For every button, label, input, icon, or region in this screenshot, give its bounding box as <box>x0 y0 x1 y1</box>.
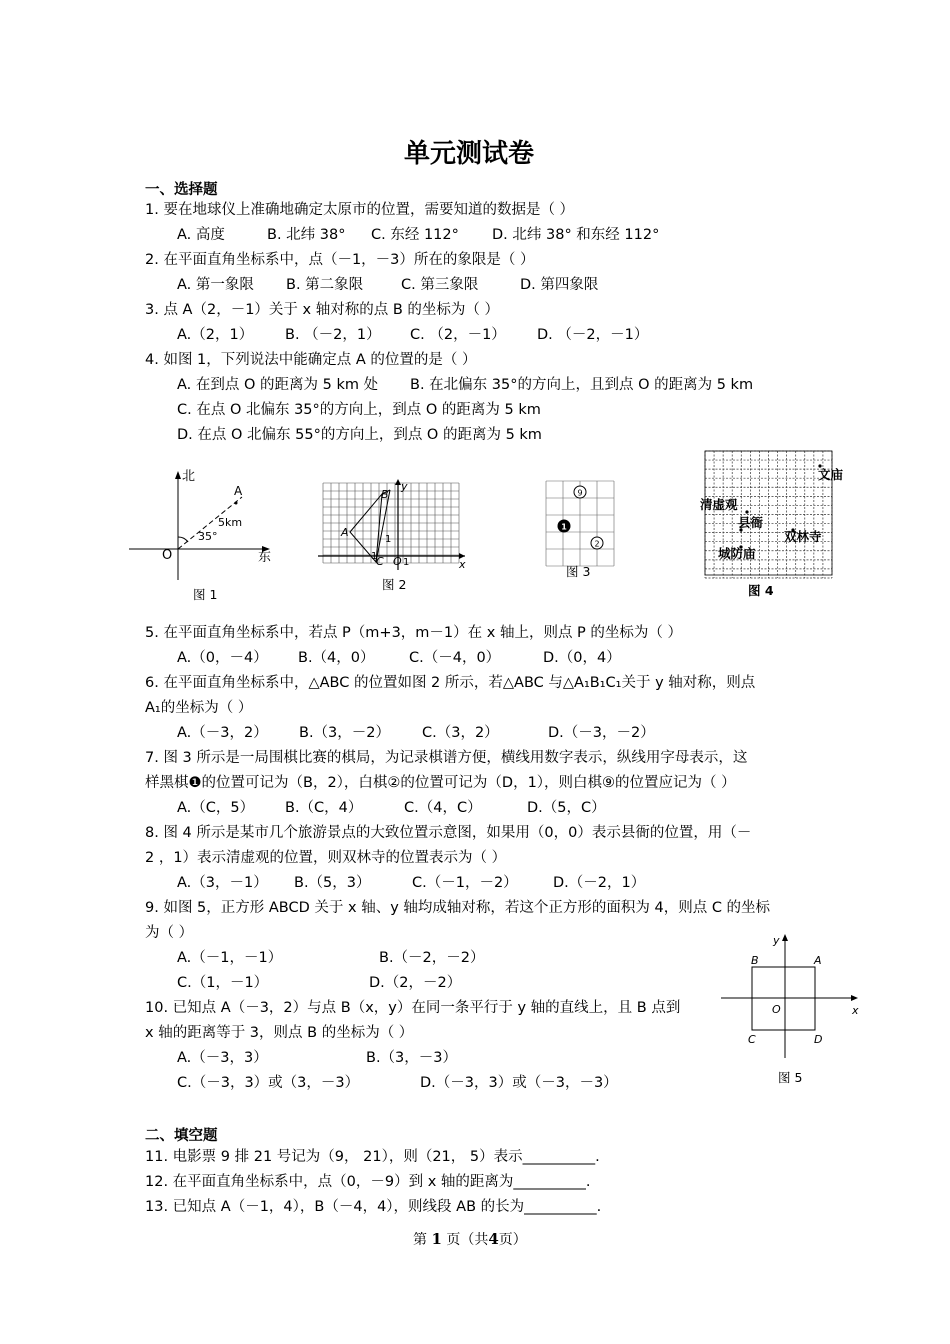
q10-option-d: D.（－3，3）或（－3，－3） <box>420 1075 618 1091</box>
q5-option-d: D.（0，4） <box>543 650 621 666</box>
q8-option-d: D.（－2，1） <box>553 875 646 891</box>
q7-option-a: A.（C，5） <box>177 800 255 816</box>
q9-option-a: A.（－1，－1） <box>177 950 283 966</box>
fig1-angle-label: 35° <box>198 530 218 543</box>
q3-option-c: C. （2，－1） <box>410 327 506 343</box>
fig4-place-xianya: 县衙 <box>738 515 764 530</box>
fig3-caption: 图 3 <box>566 564 591 579</box>
footer-prefix: 第 <box>413 1232 427 1248</box>
question-3: 3. 点 A（2，－1）关于 x 轴对称的点 B 的坐标为（ ） <box>145 302 499 318</box>
fig1-east-label: 东 <box>258 550 272 565</box>
question-13: 13. 已知点 A（－1，4），B（－4，4），则线段 AB 的长为__________. <box>145 1199 602 1215</box>
question-7-continued: 样黑棋❶的位置可记为（B，2），白棋②的位置可记为（D，1），则白棋⑨的位置应记为（ ） <box>145 775 736 791</box>
fig2-label-b: B <box>381 488 389 501</box>
q8-option-a: A.（3，－1） <box>177 875 268 891</box>
question-1: 1. 要在地球仪上准确地确定太原市的位置，需要知道的数据是（ ） <box>145 202 575 218</box>
fig5-label-y: y <box>773 934 780 947</box>
q5-option-c: C.（－4，0） <box>409 650 501 666</box>
fig5-label-c: C <box>748 1033 756 1046</box>
q2-option-a: A. 第一象限 <box>177 277 254 293</box>
q10-option-c: C.（－3，3）或（3，－3） <box>177 1075 360 1091</box>
q1-option-b: B. 北纬 38° <box>267 227 346 243</box>
footer-total-pages: 4 <box>488 1230 499 1248</box>
question-10-continued: x 轴的距离等于 3，则点 B 的坐标为（ ） <box>145 1025 414 1041</box>
q6-option-b: B.（3，－2） <box>299 725 391 741</box>
question-11: 11. 电影票 9 排 21 号记为（9， 21），则（21， 5）表示__________. <box>145 1149 600 1165</box>
q6-option-c: C.（3，2） <box>422 725 499 741</box>
fig2-label-1-left: 1 <box>371 551 378 562</box>
q1-option-a: A. 高度 <box>177 227 225 243</box>
q4-option-d: D. 在点 O 北偏东 55°的方向上，到点 O 的距离为 5 km <box>177 427 542 443</box>
fig4-place-chengfangmiao: 城防庙 <box>718 546 756 561</box>
page-footer <box>413 1229 527 1249</box>
q3-option-a: A.（2，1） <box>177 327 254 343</box>
figure-2 <box>318 478 468 593</box>
fig2-caption: 图 2 <box>382 577 407 592</box>
fig5-label-o: O <box>772 1003 781 1016</box>
fig5-label-d: D <box>814 1033 823 1046</box>
question-6-continued: A₁的坐标为（ ） <box>145 700 253 716</box>
fig3-white-stone-9: 9 <box>577 488 583 498</box>
footer-mid: 页（共 <box>446 1232 489 1248</box>
figure-4 <box>700 448 850 603</box>
question-8-continued: 2 ，1）表示清虚观的位置，则双林寺的位置表示为（ ） <box>145 850 507 866</box>
q4-option-c: C. 在点 O 北偏东 35°的方向上，到点 O 的距离为 5 km <box>177 402 541 418</box>
fig1-distance-label: 5km <box>218 516 243 529</box>
q7-option-d: D.（5，C） <box>527 800 606 816</box>
fig5-caption: 图 5 <box>778 1070 803 1085</box>
fig4-place-wenmiao: 文庙 <box>818 467 844 482</box>
footer-suffix: 页） <box>498 1232 527 1248</box>
q3-option-b: B. （－2，1） <box>285 327 381 343</box>
q1-option-c: C. 东经 112° <box>371 227 459 243</box>
fig3-black-stone-1: 1 <box>561 522 567 532</box>
fig2-label-c: C <box>376 555 384 568</box>
q10-option-b: B.（3，－3） <box>366 1050 458 1066</box>
fig5-label-x: x <box>852 1004 859 1017</box>
q8-option-c: C.（－1，－2） <box>412 875 518 891</box>
fig2-label-1-vertical: 1 <box>385 534 392 545</box>
fig4-place-qingxuguan: 清虚观 <box>700 497 738 512</box>
q4-option-a: A. 在到点 O 的距离为 5 km 处 <box>177 377 379 393</box>
q2-option-d: D. 第四象限 <box>520 277 599 293</box>
question-8: 8. 图 4 所示是某市几个旅游景点的大致位置示意图，如果用（0，0）表示县衙的位置，用（－ <box>145 825 752 841</box>
fig4-caption: 图 4 <box>748 583 774 598</box>
fig5-label-a: A <box>814 954 822 967</box>
q9-option-b: B.（－2，－2） <box>379 950 485 966</box>
question-2: 2. 在平面直角坐标系中，点（－1，－3）所在的象限是（ ） <box>145 252 535 268</box>
figure-1 <box>125 465 295 610</box>
q10-option-a: A.（－3，3） <box>177 1050 268 1066</box>
section-heading-choice: 一、选择题 <box>145 182 218 198</box>
question-9: 9. 如图 5，正方形 ABCD 关于 x 轴、y 轴均成轴对称，若这个正方形的面积为 4，则点 C 的坐标 <box>145 900 771 916</box>
fig4-place-shuanglinsi: 双林寺 <box>784 529 822 544</box>
fig2-label-a: A <box>341 526 349 539</box>
q7-option-b: B.（C，4） <box>285 800 363 816</box>
footer-page-number: 1 <box>431 1230 442 1248</box>
question-4: 4. 如图 1，下列说法中能确定点 A 的位置的是（ ） <box>145 352 477 368</box>
question-9-continued: 为（ ） <box>145 925 194 941</box>
q4-option-b: B. 在北偏东 35°的方向上，且到点 O 的距离为 5 km <box>410 377 754 393</box>
fig1-caption: 图 1 <box>193 587 218 602</box>
fig2-label-x: x <box>459 558 466 571</box>
q3-option-d: D. （－2，－1） <box>537 327 649 343</box>
fig2-label-1-right: 1 <box>403 557 410 568</box>
fig2-label-y: y <box>401 480 408 493</box>
question-6: 6. 在平面直角坐标系中，△ABC 的位置如图 2 所示，若△ABC 与△A₁B₁C₁关于 y 轴对称，则点 <box>145 675 756 691</box>
q1-option-d: D. 北纬 38° 和东经 112° <box>492 227 660 243</box>
fig2-label-o: O <box>393 555 402 568</box>
q2-option-b: B. 第二象限 <box>286 277 364 293</box>
q9-option-d: D.（2，－2） <box>369 975 462 991</box>
question-12: 12. 在平面直角坐标系中，点（0，－9）到 x 轴的距离为__________. <box>145 1174 591 1190</box>
question-10: 10. 已知点 A（－3，2）与点 B（x，y）在同一条平行于 y 轴的直线上，且 B 点到 <box>145 1000 681 1016</box>
section-heading-fill: 二、填空题 <box>145 1128 218 1144</box>
q6-option-d: D.（－3，－2） <box>548 725 655 741</box>
fig3-white-stone-2: 2 <box>594 539 600 549</box>
fig1-north-label: 北 <box>182 469 196 484</box>
figure-3 <box>540 475 616 583</box>
q5-option-b: B.（4，0） <box>298 650 375 666</box>
q6-option-a: A.（－3，2） <box>177 725 268 741</box>
page-title: 单元测试卷 <box>404 139 535 169</box>
q2-option-c: C. 第三象限 <box>401 277 479 293</box>
fig1-point-a-label: A <box>234 484 243 498</box>
question-5: 5. 在平面直角坐标系中，若点 P（m+3，m－1）在 x 轴上，则点 P 的坐标为（ ） <box>145 625 683 641</box>
fig1-origin-label: O <box>162 548 173 563</box>
q9-option-c: C.（1，－1） <box>177 975 269 991</box>
q7-option-c: C.（4，C） <box>404 800 482 816</box>
fig5-label-b: B <box>751 954 759 967</box>
question-7: 7. 图 3 所示是一局围棋比赛的棋局，为记录棋谱方便，横线用数字表示，纵线用字母表示，这 <box>145 750 748 766</box>
q8-option-b: B.（5，3） <box>294 875 371 891</box>
q5-option-a: A.（0，－4） <box>177 650 268 666</box>
figure-5 <box>718 930 868 1090</box>
